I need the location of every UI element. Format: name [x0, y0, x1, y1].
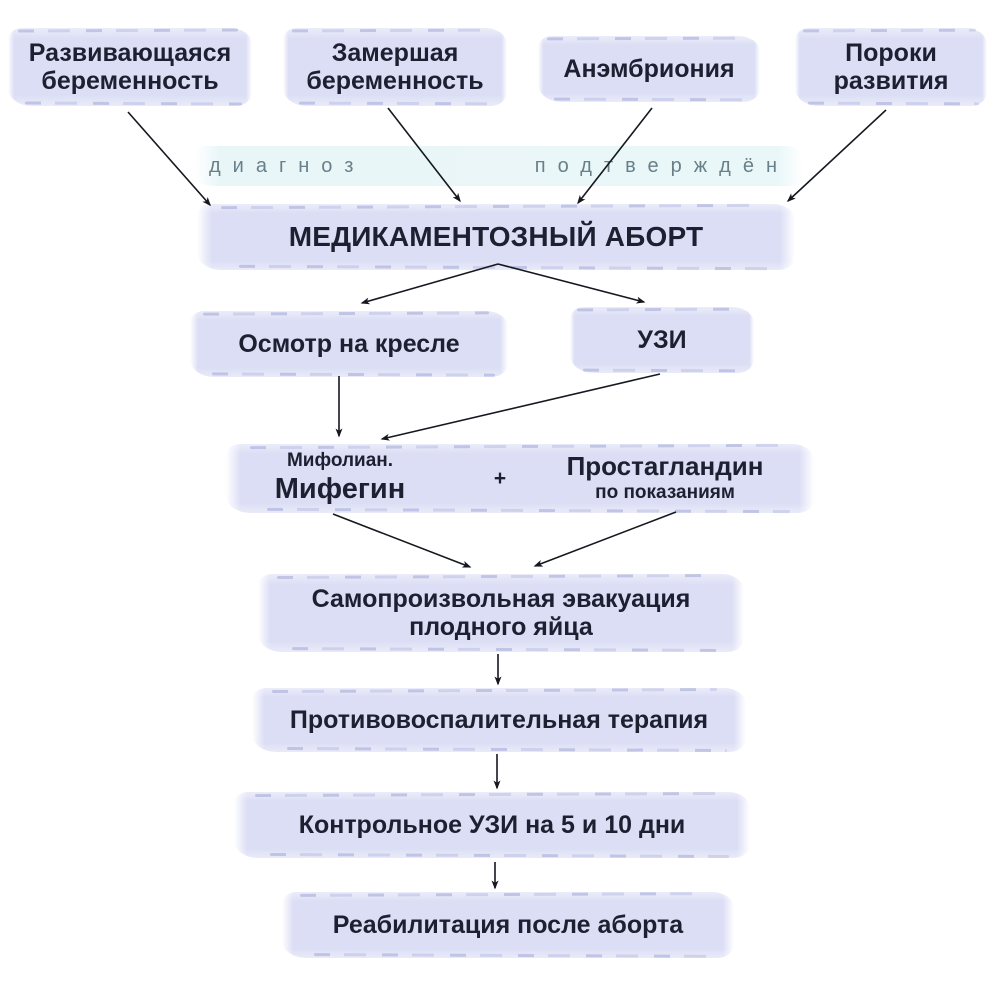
node-missed-line2: беременность	[306, 67, 484, 95]
medication-prostaglandin-group	[550, 444, 780, 513]
node-defects-line2: развития	[833, 67, 949, 95]
node-ultrasound-label: УЗИ	[637, 325, 687, 354]
node-spontaneous-evacuation	[258, 574, 744, 652]
node-ultrasound	[570, 307, 754, 373]
arrow-prostaglandin-to-evacuation	[535, 512, 676, 566]
node-missed-line1: Замершая	[331, 38, 459, 67]
node-control-ultrasound	[234, 792, 750, 858]
arrow-mifegin-to-evacuation	[333, 514, 470, 567]
node-missed-pregnancy	[283, 28, 507, 106]
node-chair-examination	[190, 311, 508, 377]
node-control-label: Контрольное УЗИ на 5 и 10 дни	[298, 810, 686, 839]
banner-word-diagnosis: диагноз	[209, 154, 366, 177]
node-medication	[226, 444, 814, 513]
node-anembryonic-label: Анэмбриония	[563, 54, 735, 83]
node-rehab-label: Реабилитация после аборта	[332, 910, 684, 939]
medication-mifegin-group	[260, 444, 420, 513]
node-chair-examination-label: Осмотр на кресле	[238, 329, 460, 358]
node-anembryonic	[538, 36, 760, 102]
drug-prostaglandin-label: Простагландин	[566, 451, 764, 482]
node-medical-abortion-label: МЕДИКАМЕНТОЗНЫЙ АБОРТ	[288, 221, 704, 253]
node-evacuation-line1: Самопроизвольная эвакуация	[311, 584, 691, 613]
node-evacuation-line2: плодного яйца	[409, 613, 593, 641]
drug-mifegin-label: Мифегин	[274, 473, 406, 506]
diagnosis-confirmed-banner	[195, 146, 803, 186]
node-antiinflammatory-therapy	[252, 688, 746, 752]
node-developing-pregnancy	[8, 28, 252, 106]
plus-sign: +	[493, 466, 507, 490]
node-rehabilitation	[282, 892, 734, 958]
drug-mifolian-label: Мифолиан.	[286, 450, 394, 472]
node-defects-line1: Пороки	[845, 38, 937, 67]
drug-prostaglandin-note: по показаниям	[595, 482, 735, 504]
node-medical-abortion	[197, 204, 795, 270]
node-developing-line2: беременность	[41, 67, 219, 95]
node-developmental-defects	[795, 28, 987, 106]
arrow-ultrasound-to-medication	[382, 374, 660, 439]
node-developing-line1: Развивающаяся	[28, 38, 232, 67]
node-therapy-label: Противовоспалительная терапия	[289, 705, 709, 734]
banner-word-confirmed: подтверждён	[534, 154, 789, 177]
